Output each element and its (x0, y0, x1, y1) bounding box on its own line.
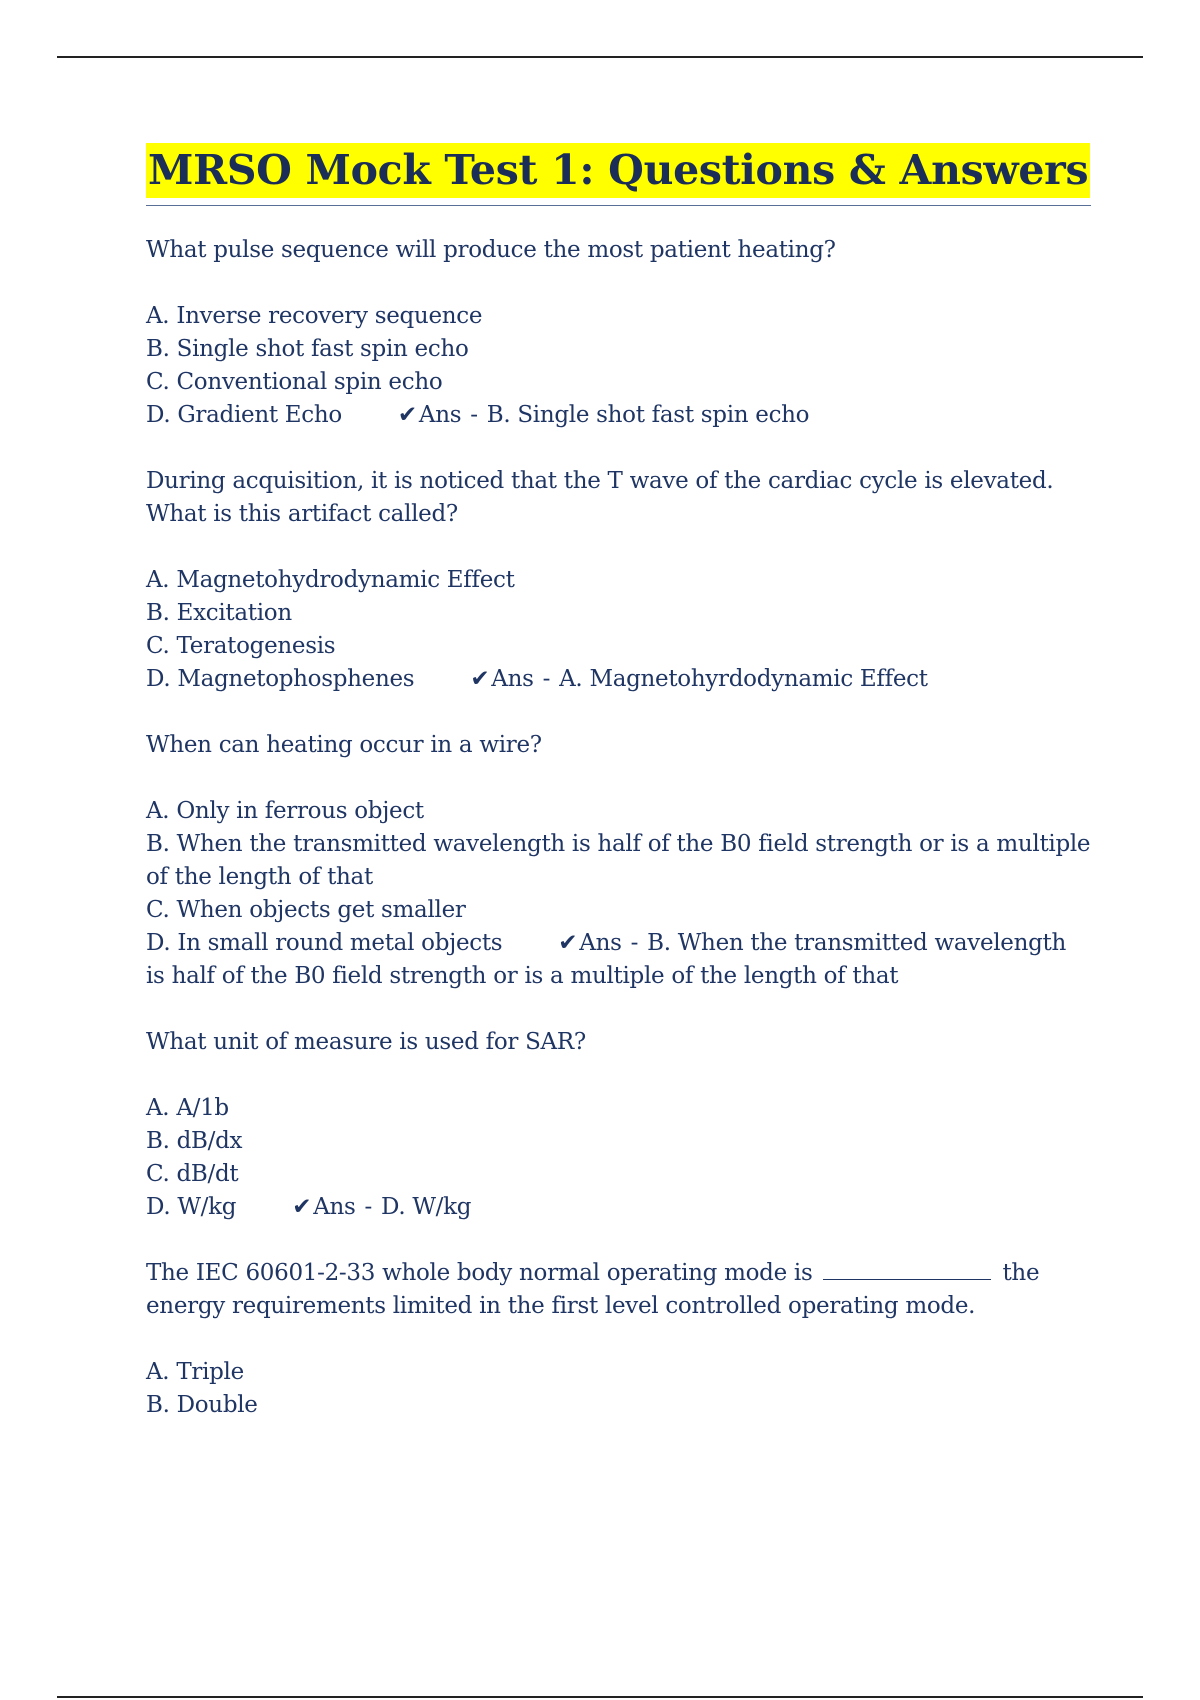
question-block-4 (146, 1026, 1091, 1224)
answer-text: B. When the transmitted wavelength is half of the B0 field strength or is a multiple of the length of that (146, 930, 1067, 989)
option-d: D. Gradient Echo (146, 402, 342, 428)
option-b: B. dB/dx (146, 1128, 243, 1154)
title-container (146, 143, 1091, 206)
question-text (146, 1257, 1091, 1323)
answer-text: B. Single shot fast spin echo (486, 402, 810, 428)
option-c: C. dB/dt (146, 1161, 239, 1187)
answer-line (398, 402, 809, 428)
checkmark-icon: ✔ (397, 402, 417, 428)
answer-line (292, 1194, 471, 1220)
option-d-with-answer (146, 663, 1091, 696)
question-block-2 (146, 465, 1091, 696)
option-a: A. Only in ferrous object (146, 798, 424, 824)
option-c: C. Teratogenesis (146, 633, 336, 659)
checkmark-icon: ✔ (292, 1194, 312, 1220)
option-c: C. When objects get smaller (146, 897, 466, 923)
checkmark-icon: ✔ (558, 930, 578, 956)
answer-line (470, 666, 927, 692)
option-a: A. Magnetohydrodynamic Effect (146, 567, 515, 593)
answer-dash: - (364, 1194, 372, 1220)
answer-dash: - (542, 666, 551, 692)
option-d-with-answer (146, 927, 1091, 993)
option-c: C. Conventional spin echo (146, 369, 443, 395)
question-block-5 (146, 1257, 1091, 1422)
question-block-3 (146, 729, 1091, 993)
answer-label: Ans (491, 666, 534, 692)
option-a: A. Inverse recovery sequence (146, 303, 483, 329)
option-d-with-answer (146, 1191, 1091, 1224)
answer-label: Ans (579, 930, 622, 956)
option-a: A. A/1b (146, 1095, 229, 1121)
option-b: B. Excitation (146, 600, 292, 626)
question-text-before-blank: The IEC 60601-2-33 whole body normal operating mode is (146, 1260, 813, 1286)
option-b: B. When the transmitted wavelength is half of the B0 field strength or is a multiple of the length of that (146, 831, 1091, 890)
question-text-after-blank: the energy requirements limited in the first level controlled operating mode. (146, 1260, 1040, 1319)
header-rule (57, 56, 1143, 58)
answer-dash: - (470, 402, 478, 428)
checkmark-icon: ✔ (470, 666, 490, 692)
question-text: What pulse sequence will produce the most patient heating? (146, 237, 836, 263)
answer-dash: - (630, 930, 639, 956)
fill-in-blank (823, 1278, 991, 1280)
answer-text: D. W/kg (381, 1194, 472, 1220)
option-b: B. Single shot fast spin echo (146, 336, 469, 362)
option-d: D. In small round metal objects (146, 930, 503, 956)
question-text: During acquisition, it is noticed that the T wave of the cardiac cycle is elevated. What is this artifact called? (146, 468, 1054, 527)
option-d-with-answer (146, 399, 1091, 432)
answer-label: Ans (313, 1194, 356, 1220)
option-a: A. Triple (146, 1359, 244, 1385)
option-d: D. Magnetophosphenes (146, 666, 415, 692)
option-b: B. Double (146, 1392, 258, 1418)
answer-text: A. Magnetohyrdodynamic Effect (559, 666, 928, 692)
document-body (146, 143, 1091, 1455)
footer-rule (57, 1696, 1143, 1698)
question-text: When can heating occur in a wire? (146, 732, 542, 758)
question-text: What unit of measure is used for SAR? (146, 1029, 586, 1055)
question-block-1 (146, 234, 1091, 432)
answer-label: Ans (418, 402, 462, 428)
document-title: MRSO Mock Test 1: Questions & Answers (146, 143, 1090, 198)
option-d: D. W/kg (146, 1194, 237, 1220)
